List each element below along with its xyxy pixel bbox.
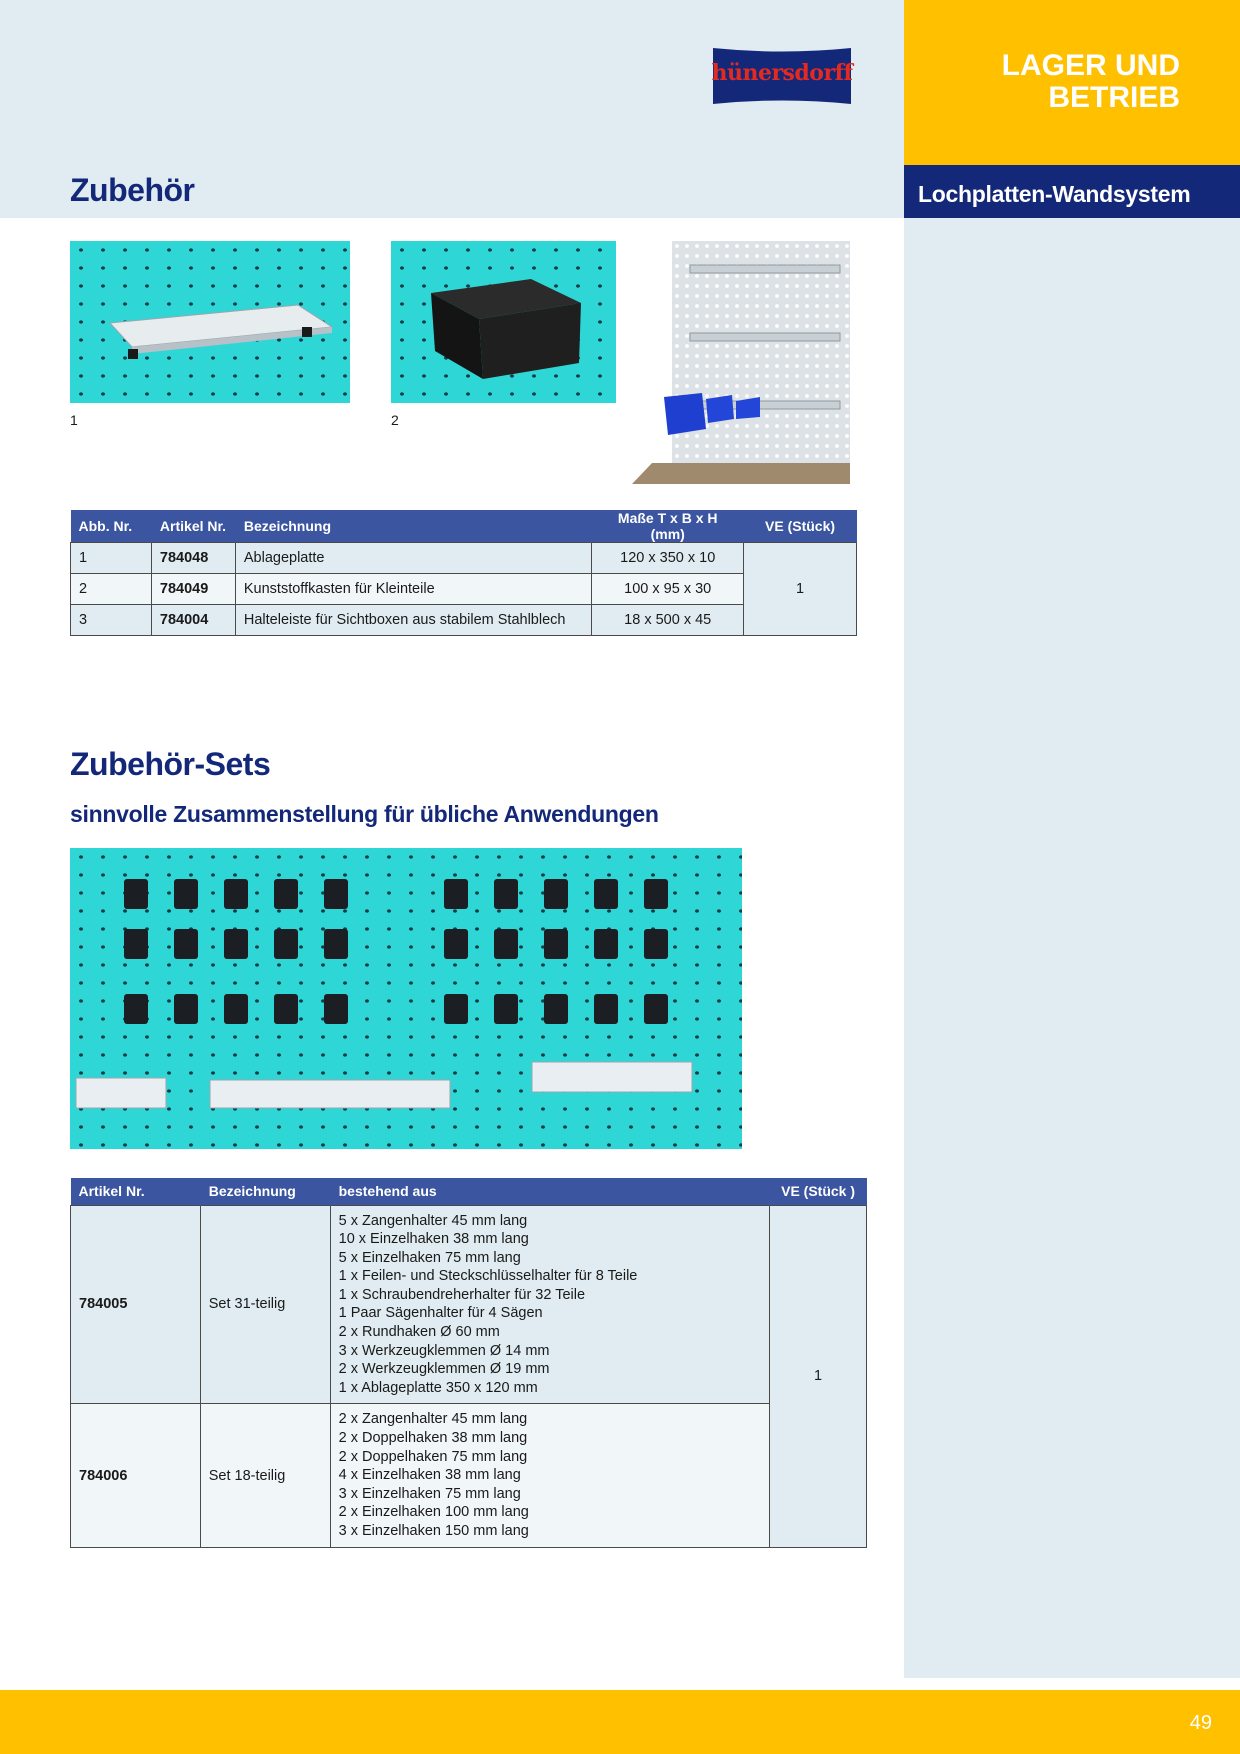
page-number: 49 — [1189, 1712, 1212, 1734]
tool-holder — [324, 929, 348, 959]
tool-holder — [224, 879, 248, 909]
cell-bezeichnung: Ablageplatte — [235, 543, 591, 574]
storage-shelf — [210, 1080, 450, 1108]
tool-holder — [644, 879, 668, 909]
cell-bezeichnung: Kunststoffkasten für Kleinteile — [235, 574, 591, 605]
component-line: 2 x Einzelhaken 100 mm lang — [338, 1504, 529, 1521]
photo-kunststoffkasten — [391, 241, 616, 403]
component-line: 1 Paar Sägenhalter für 4 Sägen — [338, 1305, 543, 1322]
tool-holder — [644, 994, 668, 1024]
component-line: 3 x Einzelhaken 150 mm lang — [338, 1523, 529, 1539]
component-line: 2 x Zangenhalter 45 mm lang — [338, 1411, 528, 1428]
cell-artikel: 784005 — [71, 1205, 201, 1404]
shelf-illustration — [70, 241, 350, 403]
footer-bar — [0, 1690, 1240, 1754]
cell-ve: 1 — [744, 543, 857, 636]
cell-components — [330, 1404, 770, 1547]
tool-holder — [124, 994, 148, 1024]
subcategory-label: Lochplatten-Wandsystem — [918, 181, 1191, 207]
category-line-1: LAGER UND — [1001, 49, 1180, 82]
tool-holder — [324, 994, 348, 1024]
tool-holder — [174, 929, 198, 959]
section-subtitle: sinnvolle Zusammenstellung für übliche Anwendungen — [70, 801, 659, 827]
tool-holder — [224, 929, 248, 959]
section-title-zubehoer: Zubehör — [70, 172, 195, 208]
table-row — [71, 1205, 867, 1404]
cell-artikel: 784048 — [151, 543, 235, 574]
table-header-row — [71, 510, 857, 543]
tool-holder — [594, 994, 618, 1024]
component-line: 10 x Einzelhaken 38 mm lang — [338, 1231, 529, 1248]
component-line: 3 x Einzelhaken 75 mm lang — [338, 1485, 521, 1502]
section-title-zubehoer-sets: Zubehör-Sets — [70, 746, 271, 782]
tool-holder — [274, 879, 298, 909]
sets-table — [70, 1178, 867, 1548]
cell-components — [330, 1205, 770, 1404]
component-line: 2 x Rundhaken Ø 60 mm — [338, 1324, 500, 1341]
tool-holder — [174, 994, 198, 1024]
accessories-table — [70, 510, 857, 636]
cell-artikel: 784004 — [151, 605, 235, 636]
cell-bezeichnung: Halteleiste für Sichtboxen aus stabilem Stahlblech — [235, 605, 591, 636]
cell-artikel: 784006 — [71, 1404, 201, 1547]
col-abb-nr: Abb. Nr. — [71, 510, 152, 543]
tool-holder — [494, 879, 518, 909]
rail-illustration — [632, 241, 850, 484]
tool-holder — [174, 879, 198, 909]
col-masse: Maße T x B x H (mm) — [592, 510, 744, 543]
component-line: 4 x Einzelhaken 38 mm lang — [338, 1467, 521, 1484]
subcategory-bar — [904, 165, 1240, 218]
brand-name: hünersdorff — [711, 60, 853, 86]
category-title — [920, 50, 1180, 114]
caption-2: 2 — [391, 412, 399, 428]
col-ve: VE (Stück ) — [770, 1178, 867, 1205]
component-line: 1 x Schraubendreherhalter für 32 Teile — [338, 1286, 586, 1303]
tool-holder — [274, 929, 298, 959]
cell-ve: 1 — [770, 1205, 867, 1547]
col-bezeichnung: Bezeichnung — [235, 510, 591, 543]
photo-halteleiste — [632, 241, 850, 484]
table-header-row — [71, 1178, 867, 1205]
tool-holder — [544, 994, 568, 1024]
category-box — [904, 0, 1240, 165]
storage-shelf — [532, 1062, 692, 1092]
tool-holder — [224, 994, 248, 1024]
cell-bezeichnung: Set 31-teilig — [200, 1205, 330, 1404]
cell-masse: 120 x 350 x 10 — [592, 543, 744, 574]
brand-logo — [711, 46, 853, 108]
right-sidebar — [904, 218, 1240, 1678]
tool-holder — [274, 994, 298, 1024]
category-line-2: BETRIEB — [1048, 81, 1180, 114]
component-line: 2 x Doppelhaken 75 mm lang — [338, 1448, 528, 1465]
component-line: 2 x Doppelhaken 38 mm lang — [338, 1430, 528, 1447]
table-row — [71, 1404, 867, 1547]
tool-holder — [544, 929, 568, 959]
tool-holder — [444, 994, 468, 1024]
col-ve: VE (Stück) — [744, 510, 857, 543]
tool-holder — [544, 879, 568, 909]
component-line: 1 x Feilen- und Steckschlüsselhalter für 8 Teile — [338, 1268, 638, 1285]
col-bestehend-aus: bestehend aus — [330, 1178, 770, 1205]
table-row — [71, 543, 857, 574]
caption-1: 1 — [70, 412, 78, 428]
cell-abb: 1 — [71, 543, 152, 574]
cell-abb: 3 — [71, 605, 152, 636]
tool-holder — [324, 879, 348, 909]
tool-holder — [644, 929, 668, 959]
plastic-box-illustration — [391, 241, 616, 403]
component-line: 5 x Einzelhaken 75 mm lang — [338, 1249, 521, 1266]
photo-tool-set — [70, 848, 742, 1149]
tool-holder — [494, 929, 518, 959]
tool-holder — [594, 879, 618, 909]
cell-masse: 18 x 500 x 45 — [592, 605, 744, 636]
col-artikel-nr: Artikel Nr. — [71, 1178, 201, 1205]
photo-ablageplatte — [70, 241, 350, 403]
tool-holders-illustration — [70, 848, 742, 1149]
tool-holder — [444, 929, 468, 959]
component-line: 5 x Zangenhalter 45 mm lang — [338, 1212, 528, 1229]
component-line: 3 x Werkzeugklemmen Ø 14 mm — [338, 1342, 550, 1359]
cell-bezeichnung: Set 18-teilig — [200, 1404, 330, 1547]
tool-holder — [124, 929, 148, 959]
cell-masse: 100 x 95 x 30 — [592, 574, 744, 605]
cell-abb: 2 — [71, 574, 152, 605]
tool-holder — [494, 994, 518, 1024]
table-row — [71, 605, 857, 636]
component-line: 1 x Ablageplatte 350 x 120 mm — [338, 1379, 538, 1396]
component-line: 2 x Werkzeugklemmen Ø 19 mm — [338, 1361, 550, 1378]
table-row — [71, 574, 857, 605]
storage-shelf — [76, 1078, 166, 1108]
tool-holder — [594, 929, 618, 959]
tool-holder — [444, 879, 468, 909]
col-artikel-nr: Artikel Nr. — [151, 510, 235, 543]
cell-artikel: 784049 — [151, 574, 235, 605]
col-bezeichnung: Bezeichnung — [200, 1178, 330, 1205]
tool-holder — [124, 879, 148, 909]
